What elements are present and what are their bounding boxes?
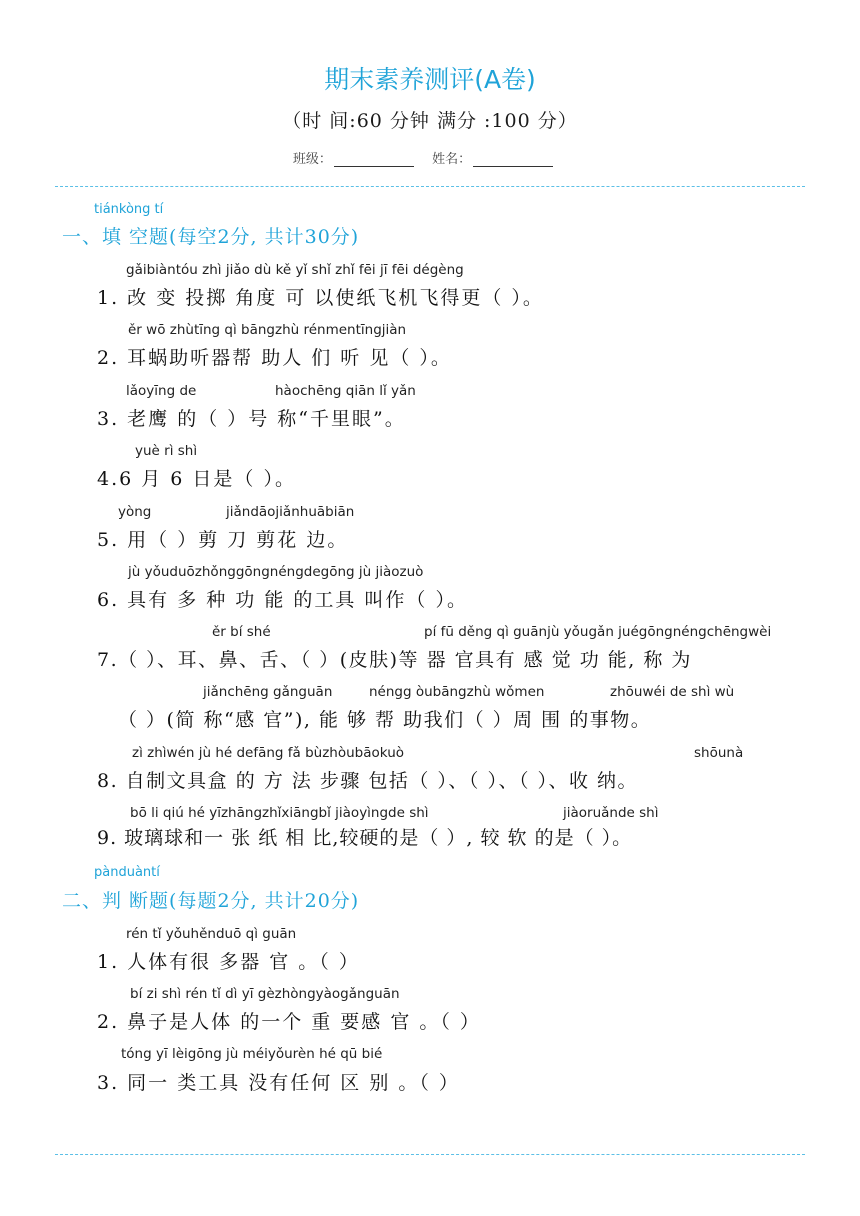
s2q3-pinyin: tóng yī lèigōng jù méiyǒurèn hé qū bié (121, 1046, 383, 1062)
q1-pinyin: gǎibiàntóu zhì jiǎo dù kě yǐ shǐ zhǐ fēi jī fēi dégèng (126, 262, 464, 278)
q5-text: 5. 用（ ）剪 刀 剪花 边。 (97, 529, 349, 551)
q9-pinyin: bō li qiú hé yīzhāngzhǐxiāngbǐ jiàoyìngde shì (130, 805, 429, 821)
q8-text: 8. 自制文具盒 的 方 法 步骤 包括（ ）、（ ）、（ ）、收 纳。 (97, 770, 639, 792)
q5-pinyin: yòng (118, 504, 152, 520)
section2-title: 二、判 断题(每题2分, 共计20分) (62, 890, 360, 912)
page-title: 期末素养测评(A卷) (324, 65, 536, 94)
q8-pinyin: zì zhìwén jù hé defāng fǎ bùzhòubāokuò (132, 745, 405, 761)
name-label: 姓名： (432, 152, 472, 167)
q2-text: 2. 耳蜗助听器帮 助人 们 听 见（ ）。 (97, 347, 452, 369)
student-info-line (0, 148, 860, 167)
exam-info: （时 间:60 分钟 满分 :100 分） (282, 110, 578, 132)
q7b-pinyin: jiǎnchēng gǎnguān (203, 684, 333, 700)
s2q1-text: 1. 人体有很 多器 官 。（ ） (97, 951, 360, 973)
q5-pinyin-2: jiǎndāojiǎnhuābiān (226, 504, 355, 520)
s2q1-pinyin: rén tǐ yǒuhěnduō qì guān (126, 926, 297, 942)
q4-text: 4.6 月 6 日是（ ）。 (97, 468, 296, 490)
q7b-pinyin-2: néngg òubāngzhù wǒmen (369, 684, 545, 700)
name-blank[interactable] (473, 154, 553, 167)
q8-pinyin-2: shōunà (694, 745, 744, 761)
section2-pinyin: pànduàntí (94, 865, 160, 880)
q3-pinyin: lǎoyīng de (126, 383, 197, 399)
q2-pinyin: ěr wō zhùtīng qì bāngzhù rénmentīngjiàn (128, 322, 407, 338)
class-label: 班级： (292, 152, 332, 167)
divider-bottom (55, 1154, 805, 1155)
q9-text: 9. 玻璃球和一 张 纸 相 比,较硬的是（ ）, 较 软 的是（ ）。 (97, 827, 633, 849)
q6-text: 6. 具有 多 种 功 能 的工具 叫作（ ）。 (97, 589, 468, 611)
q1-text: 1. 改 变 投掷 角度 可 以使纸飞机飞得更（ ）。 (97, 287, 544, 309)
q7-pinyin: ěr bí shé (212, 624, 271, 640)
q4-pinyin: yuè rì shì (135, 443, 198, 459)
s2q2-pinyin: bí zi shì rén tǐ dì yī gèzhòngyàogǎnguān (130, 986, 400, 1002)
q6-pinyin: jù yǒuduōzhǒnggōngnéngdegōng jù jiàozuò (128, 564, 424, 580)
s2q2-text: 2. 鼻子是人体 的一个 重 要感 官 。（ ） (97, 1011, 481, 1033)
q3-pinyin-2: hàochēng qiān lǐ yǎn (275, 383, 416, 399)
q3-text: 3. 老鹰 的（ ）号 称“千里眼”。 (97, 408, 406, 430)
q9-pinyin-2: jiàoruǎnde shì (563, 805, 659, 821)
q7-pinyin-2: pí fū děng qì guānjù yǒugǎn juégōngnéngchēngwèi (424, 624, 772, 640)
q7b-text: （ ）(简 称“感 官”), 能 够 帮 助我们（ ）周 围 的事物。 (118, 709, 652, 731)
section1-title: 一、填 空题(每空2分, 共计30分) (62, 226, 360, 248)
q7b-pinyin-3: zhōuwéi de shì wù (610, 684, 735, 700)
s2q3-text: 3. 同一 类工具 没有任何 区 别 。（ ） (97, 1072, 460, 1094)
q7-text: 7.（ ）、耳、鼻、舌、（ ）(皮肤)等 器 官具有 感 觉 功 能, 称 为 (97, 649, 692, 671)
section1-pinyin: tiánkòng tí (94, 202, 164, 217)
class-blank[interactable] (334, 154, 414, 167)
divider-top (55, 186, 805, 187)
